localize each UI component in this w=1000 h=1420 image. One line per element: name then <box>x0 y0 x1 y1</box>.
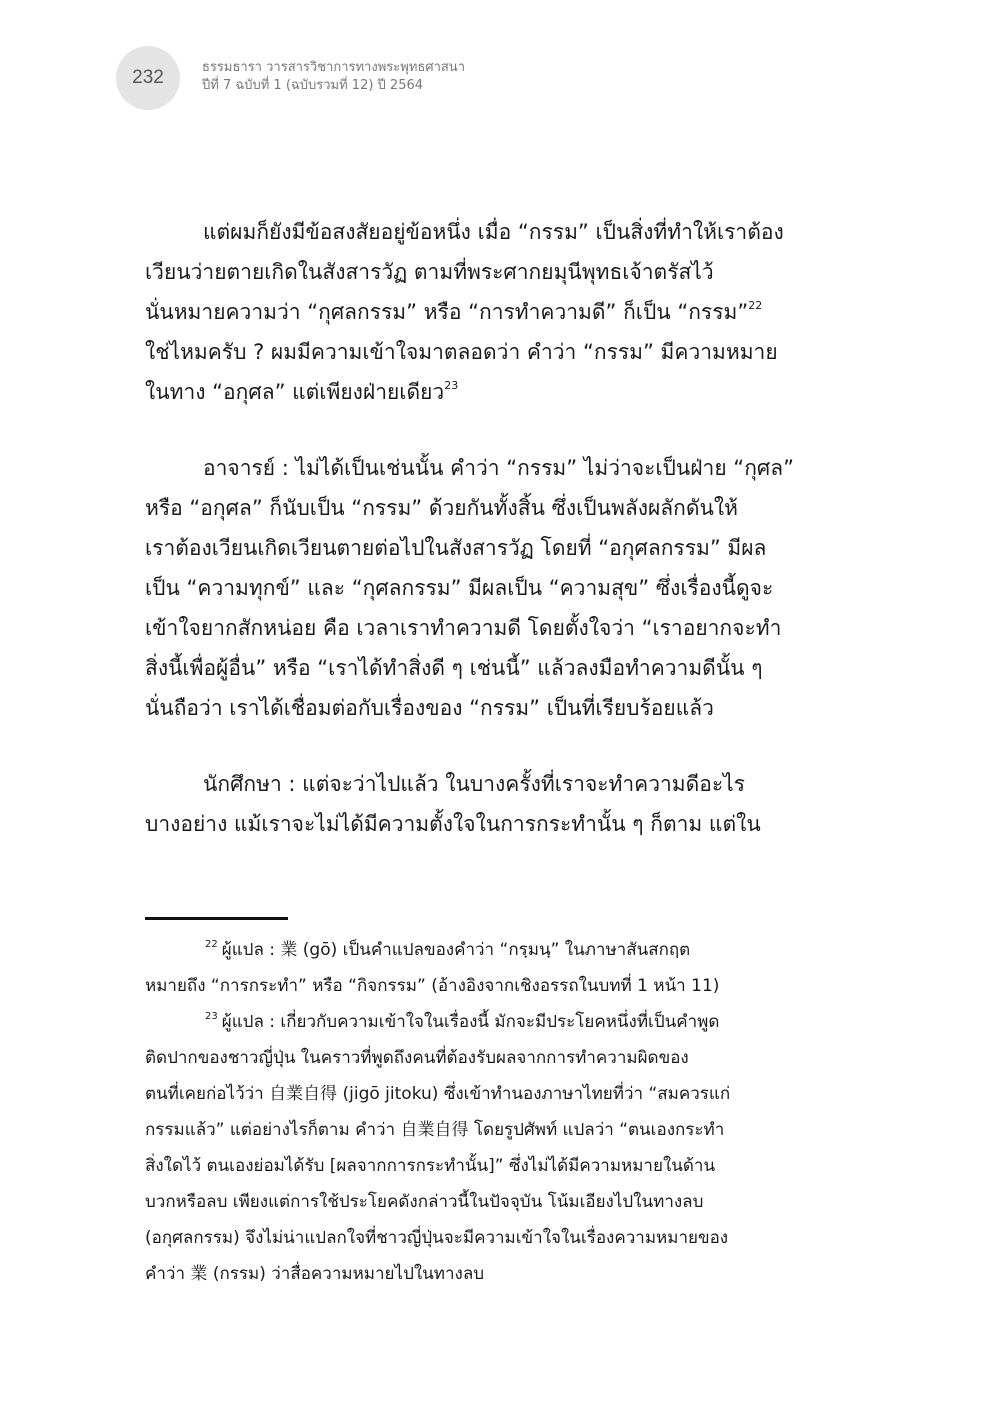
footnote-line: กรรมแล้ว” แต่อย่างไรก็ตาม คำว่า 自業自得 โดยรูปศัพท์ แปลว่า “ตนเองกระทำ <box>145 1120 725 1140</box>
footnote-line: ตนที่เคยก่อไว้ว่า 自業自得 (jigō jitoku) ซึ่งเข้าทำนองภาษาไทยที่ว่า “สมควรแก่ <box>145 1084 731 1104</box>
footnote-line: ติดปากของชาวญี่ปุ่น ในคราวที่พูดถึงคนที่ต้องรับผลจากการทำความผิดของ <box>145 1048 689 1068</box>
text-line: เป็น “ความทุกข์” และ “กุศลกรรม” มีผลเป็น “ความสุข” ซึ่งเรื่องนี้ดูจะ <box>145 576 774 600</box>
footnote-23 <box>145 1004 835 1292</box>
text-line-content: ในทาง “อกุศล” แต่เพียงฝ่ายเดียว <box>145 380 445 404</box>
footnotes <box>145 932 835 1292</box>
text-line <box>145 372 831 412</box>
text-line: หรือ “อกุศล” ก็นับเป็น “กรรม” ด้วยกันทั้งสิ้น ซึ่งเป็นพลังผลักดันให้ <box>145 496 738 520</box>
footnote-line: หมายถึง “การกระทำ” หรือ “กิจกรรม” (อ้างอิงจากเชิงอรรถในบทที่ 1 หน้า 11) <box>145 976 720 996</box>
text-line: เราต้องเวียนเกิดเวียนตายต่อไปในสังสารวัฏ โดยที่ “อกุศลกรรม” มีผล <box>145 536 767 560</box>
text-line <box>145 292 831 332</box>
running-header <box>202 59 622 95</box>
text-line: นักศึกษา : แต่จะว่าไปแล้ว ในบางครั้งที่เราจะทำความดีอะไร <box>203 772 746 796</box>
text-line: เข้าใจยากสักหน่อย คือ เวลาเราทำความดี โดยตั้งใจว่า “เราอยากจะทำ <box>145 616 782 640</box>
paragraph-gap <box>145 412 831 448</box>
text-line-content: นั่นหมายความว่า “กุศลกรรม” หรือ “การทำความดี” ก็เป็น “กรรม” <box>145 300 749 324</box>
paragraph-student-followup <box>145 764 831 844</box>
journal-title: ธรรมธารา วารสารวิชาการทางพระพุทธศาสนา <box>202 60 465 75</box>
footnote-divider <box>145 917 288 920</box>
paragraph-teacher-answer <box>145 448 831 728</box>
text-line: เวียนว่ายตายเกิดในสังสารวัฏ ตามที่พระศากยมุนีพุทธเจ้าตรัสไว้ <box>145 260 714 284</box>
footnote-ref-22[interactable]: 22 <box>748 299 763 312</box>
footnote-line <box>145 932 835 968</box>
footnote-line: บวกหรือลบ เพียงแต่การใช้ประโยคดังกล่าวนี้ในปัจจุบัน โน้มเอียงไปในทางลบ <box>145 1192 704 1212</box>
footnote-line: (อกุศลกรรม) จึงไม่น่าแปลกใจที่ชาวญี่ปุ่นจะมีความเข้าใจในเรื่องความหมายของ <box>145 1228 729 1248</box>
paragraph-gap <box>145 728 831 764</box>
page-number: 232 <box>116 46 180 110</box>
footnote-number: 22 <box>205 939 218 950</box>
paragraph-student-question <box>145 212 831 412</box>
footnote-line <box>145 1004 835 1040</box>
footnote-22 <box>145 932 835 1004</box>
footnote-number: 23 <box>205 1011 218 1022</box>
footnote-line: คำว่า 業 (กรรม) ว่าสื่อความหมายไปในทางลบ <box>145 1264 485 1284</box>
issue-info: ปีที่ 7 ฉบับที่ 1 (ฉบับรวมที่ 12) ปี 2564 <box>202 78 424 93</box>
text-line: นั่นถือว่า เราได้เชื่อมต่อกับเรื่องของ “กรรม” เป็นที่เรียบร้อยแล้ว <box>145 696 714 720</box>
footnote-text: ผู้แปล : เกี่ยวกับความเข้าใจในเรื่องนี้ มักจะมีประโยคหนึ่งที่เป็นคำพูด <box>221 1012 720 1032</box>
footnote-text: ผู้แปล : 業 (gō) เป็นคำแปลของคำว่า “กรฺมนฺ” ในภาษาสันสกฤต <box>221 940 691 960</box>
text-line: ใช่ไหมครับ ? ผมมีความเข้าใจมาตลอดว่า คำว่า “กรรม” มีความหมาย <box>145 340 778 364</box>
text-line: บางอย่าง แม้เราจะไม่ได้มีความตั้งใจในการกระทำนั้น ๆ ก็ตาม แต่ใน <box>145 812 761 836</box>
footnote-ref-23[interactable]: 23 <box>444 379 459 392</box>
main-text <box>145 212 831 844</box>
text-line: อาจารย์ : ไม่ได้เป็นเช่นนั้น คำว่า “กรรม” ไม่ว่าจะเป็นฝ่าย “กุศล” <box>203 456 794 480</box>
text-line: สิ่งนี้เพื่อผู้อื่น” หรือ “เราได้ทำสิ่งดี ๆ เช่นนี้” แล้วลงมือทำความดีนั้น ๆ <box>145 656 763 680</box>
text-line: แต่ผมก็ยังมีข้อสงสัยอยู่ข้อหนึ่ง เมื่อ “กรรม” เป็นสิ่งที่ทำให้เราต้อง <box>203 220 784 244</box>
footnote-line: สิ่งใดไว้ ตนเองย่อมได้รับ [ผลจากการกระทำนั้น]” ซึ่งไม่ได้มีความหมายในด้าน <box>145 1156 716 1176</box>
